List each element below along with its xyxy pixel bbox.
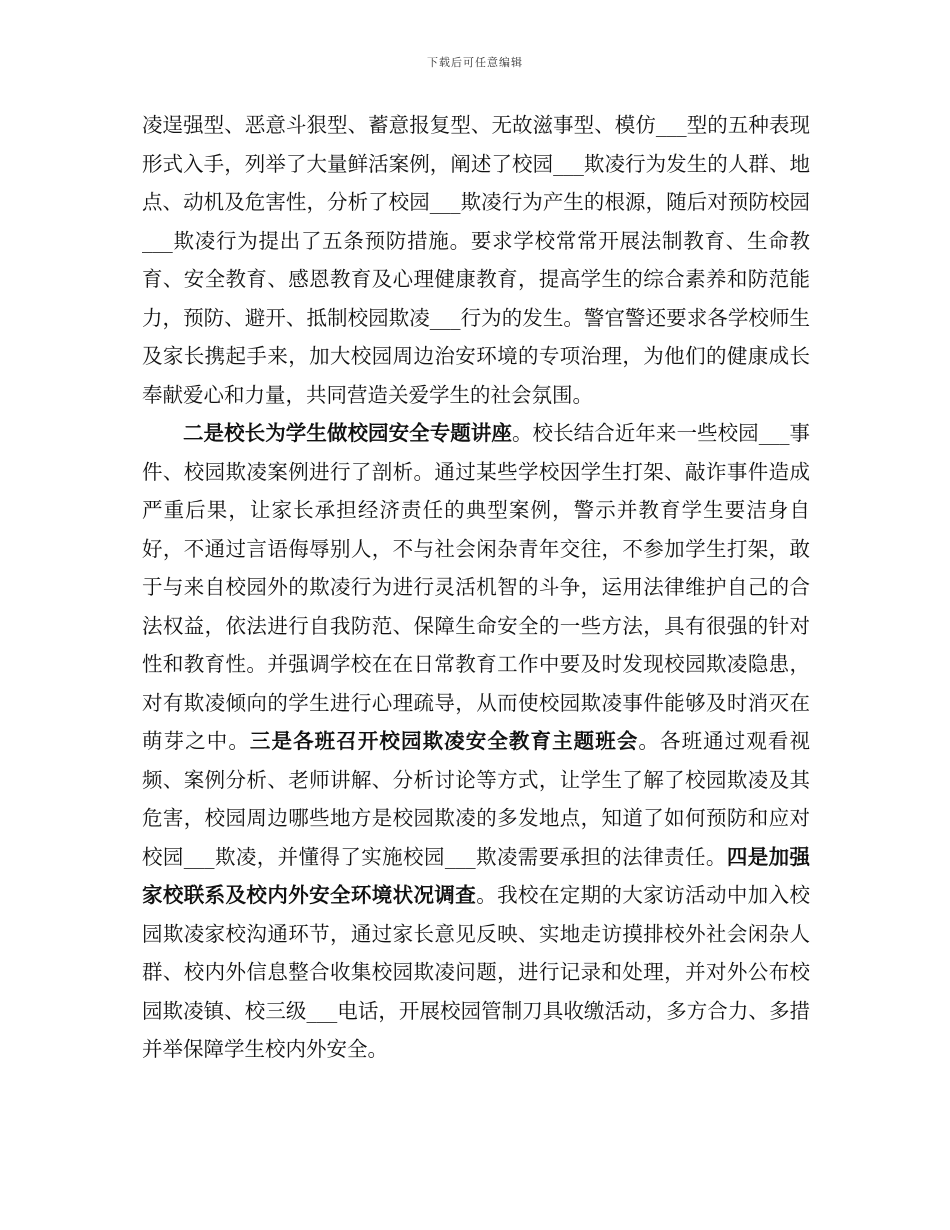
paragraph-2-heading-home-school: 四是加强家校联系及校内外安全环境状况调查 [142,844,811,907]
paragraph-2-heading-class-meeting: 三是各班召开校园欺凌安全教育主题班会 [249,729,639,753]
paragraph-2 [142,414,810,1069]
paragraph-2-text-lecture: 。校长结合近年来一些校园___事件、校园欺凌案例进行了剖析。通过某些学校因学生打架、敲诈事件造成严重后果，让家长承担经济责任的典型案例，警示并教育学生要洁身自好，不通过言语侮辱别人，不与社会闲杂青年交往，不参加学生打架，敢于与来自校园外的欺凌行为进行灵活机智的斗争，运用法律维护自己的合法权益，依法进行自我防范、保障生命安全的一些方法，具有很强的针对性和教育性。并强调学校在在日常教育工作中要及时发现校园欺凌隐患，对有欺凌倾向的学生进行心理疏导，从而使校园欺凌事件能够及时消灭在萌芽之中。 [142,421,811,753]
document-body [142,106,810,1069]
paragraph-2-text-home-school: 。我校在定期的大家访活动中加入校园欺凌家校沟通环节，通过家长意见反映、实地走访摸排校外社会闲杂人群、校内外信息整合收集校园欺凌问题，进行记录和处理，并对外公布校园欺凌镇、校三级___电话，开展校园管制刀具收缴活动，多方合力、多措并举保障学生校内外安全。 [142,883,811,1061]
page-header: 下载后可任意编辑 [427,56,523,69]
paragraph-2-heading-lecture: 二是校长为学生做校园安全专题讲座 [183,421,512,445]
paragraph-1 [142,106,810,414]
paragraph-1-text: 凌逞强型、恶意斗狠型、蓄意报复型、无故滋事型、模仿___型的五种表现形式入手，列举了大量鲜活案例，阐述了校园___欺凌行为发生的人群、地点、动机及危害性，分析了校园___欺凌行为产生的根源，随后对预防校园___欺凌行为提出了五条预防措施。要求学校常常开展法制教育、生命教育、安全教育、感恩教育及心理健康教育，提高学生的综合素养和防范能力，预防、避开、抵制校园欺凌___行为的发生。警官警还要求各学校师生及家长携起手来，加大校园周边治安环境的专项治理，为他们的健康成长奉献爱心和力量，共同营造关爱学生的社会氛围。 [142,113,810,407]
paragraph-2-text-class-meeting: 。各班通过观看视频、案例分析、老师讲解、分析讨论等方式，让学生了解了校园欺凌及其危害，校园周边哪些地方是校园欺凌的多发地点，知道了如何预防和应对校园___欺凌，并懂得了实施校园___欺凌需要承担的法律责任。 [142,729,811,869]
